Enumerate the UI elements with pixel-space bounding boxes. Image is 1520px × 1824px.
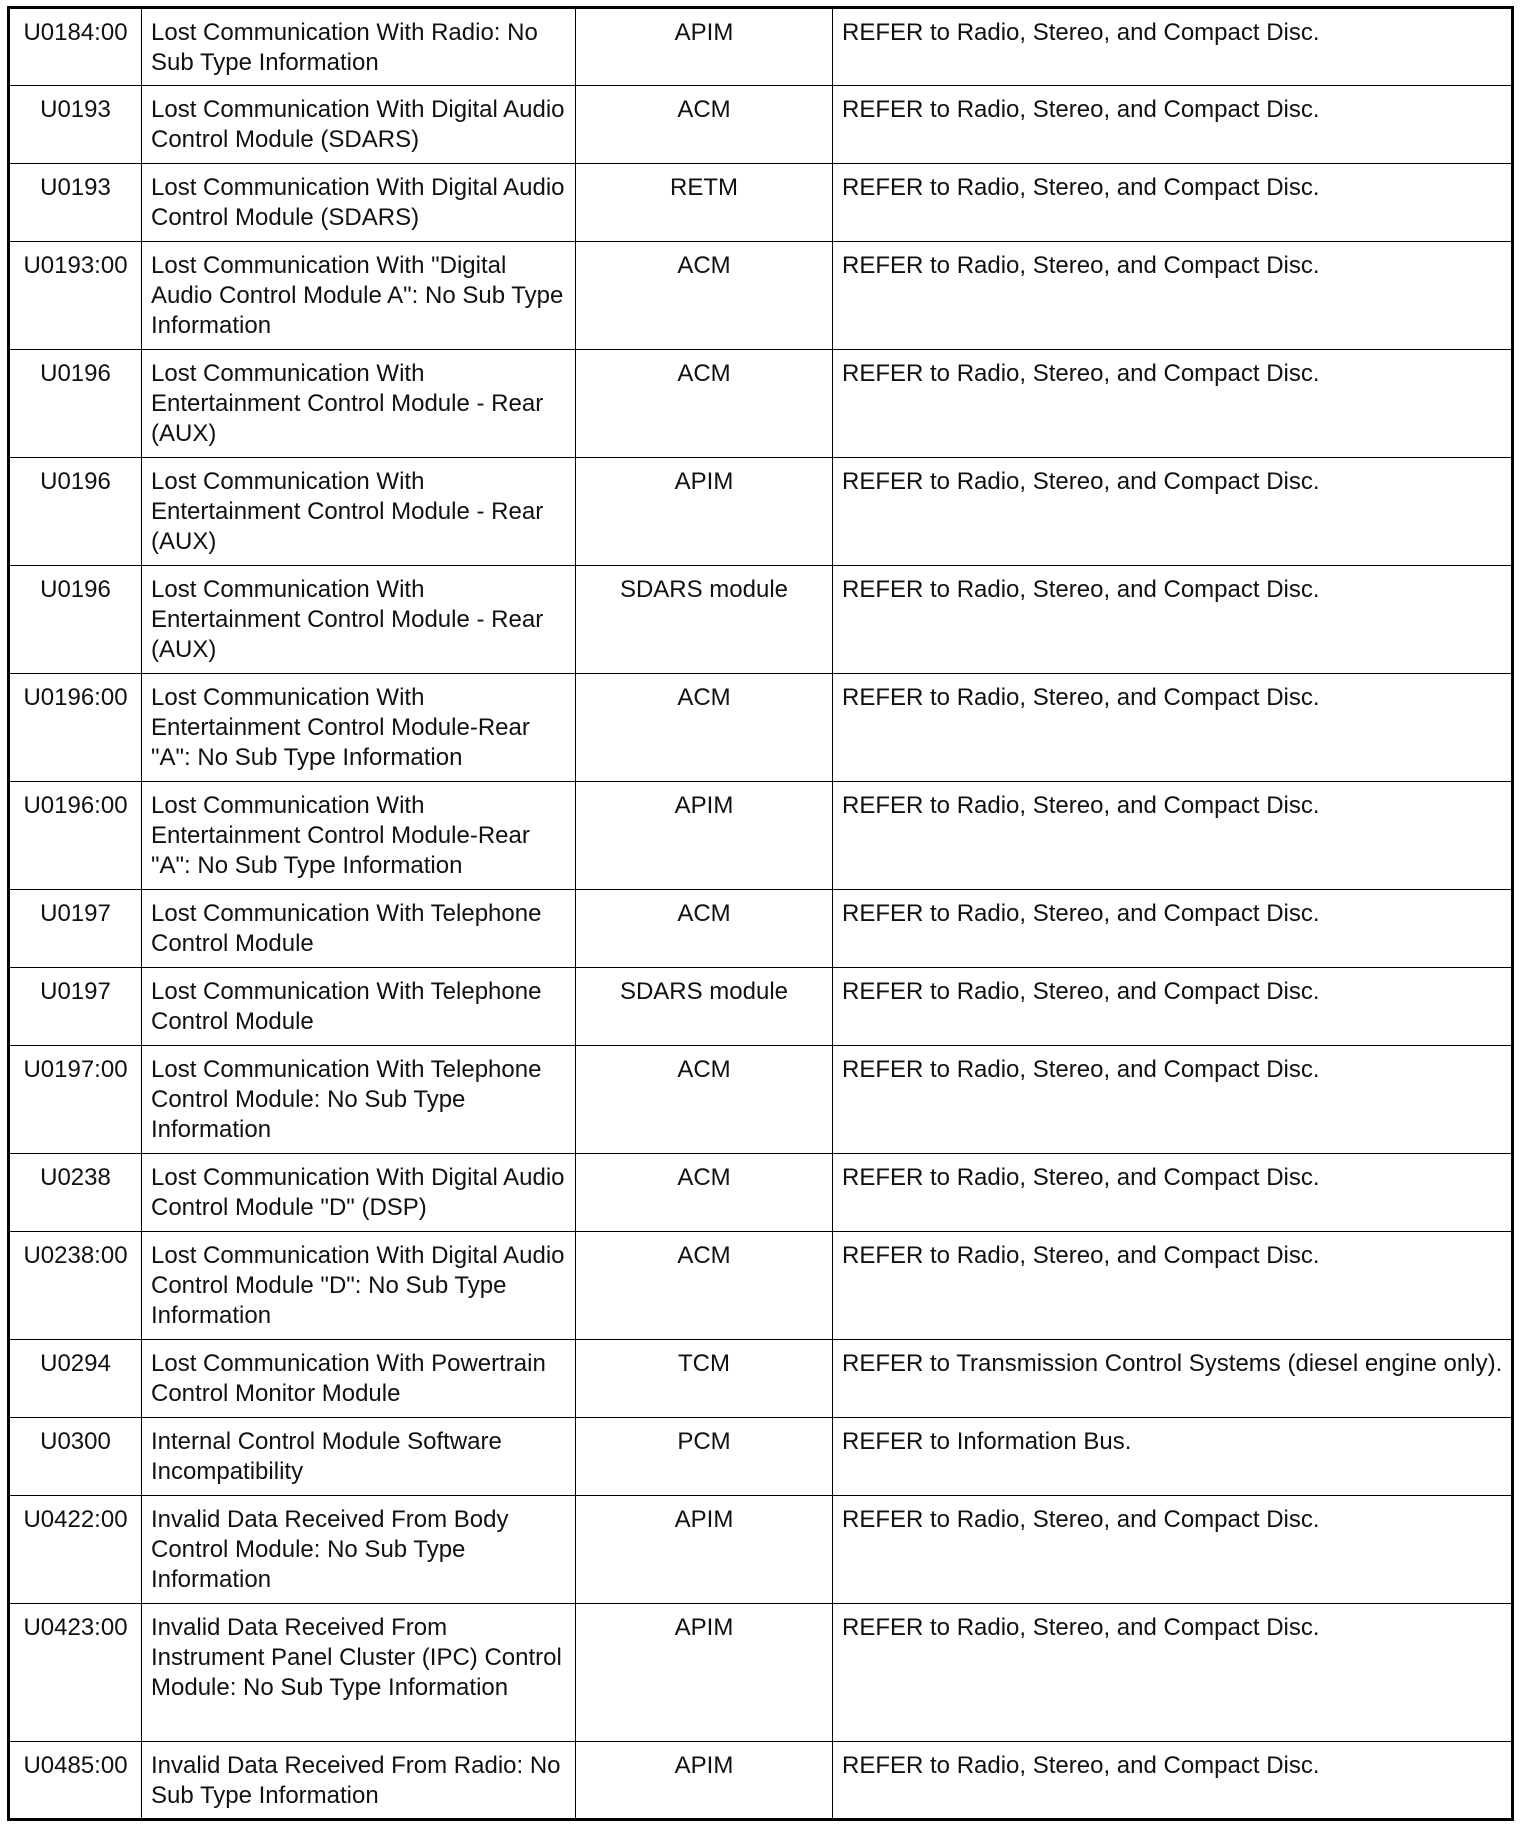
dtc-description: Lost Communication With Entertainment Control Module-Rear "A": No Sub Type Information	[142, 674, 576, 782]
module-name: APIM	[576, 1742, 833, 1820]
module-name: ACM	[576, 674, 833, 782]
dtc-description: Lost Communication With Entertainment Control Module - Rear (AUX)	[142, 350, 576, 458]
dtc-table-body	[9, 8, 1513, 1820]
module-name: APIM	[576, 8, 833, 86]
action-text: REFER to Radio, Stereo, and Compact Disc.	[833, 350, 1513, 458]
dtc-description: Lost Communication With Telephone Control Module	[142, 968, 576, 1046]
table-row	[9, 1604, 1513, 1742]
action-text: REFER to Radio, Stereo, and Compact Disc.	[833, 782, 1513, 890]
dtc-description: Lost Communication With Entertainment Control Module - Rear (AUX)	[142, 566, 576, 674]
dtc-code: U0197	[9, 968, 142, 1046]
dtc-code: U0196:00	[9, 674, 142, 782]
dtc-code: U0184:00	[9, 8, 142, 86]
dtc-code: U0193	[9, 164, 142, 242]
table-row	[9, 164, 1513, 242]
module-name: TCM	[576, 1340, 833, 1418]
dtc-description: Lost Communication With Digital Audio Control Module "D" (DSP)	[142, 1154, 576, 1232]
module-name: ACM	[576, 1154, 833, 1232]
dtc-description: Invalid Data Received From Instrument Panel Cluster (IPC) Control Module: No Sub Type Information	[142, 1604, 576, 1742]
table-row	[9, 674, 1513, 782]
action-text: REFER to Radio, Stereo, and Compact Disc.	[833, 1232, 1513, 1340]
action-text: REFER to Information Bus.	[833, 1418, 1513, 1496]
module-name: ACM	[576, 1046, 833, 1154]
dtc-description: Lost Communication With Entertainment Control Module - Rear (AUX)	[142, 458, 576, 566]
table-row	[9, 890, 1513, 968]
module-name: ACM	[576, 350, 833, 458]
dtc-description: Lost Communication With Digital Audio Control Module (SDARS)	[142, 86, 576, 164]
action-text: REFER to Radio, Stereo, and Compact Disc.	[833, 164, 1513, 242]
dtc-description: Lost Communication With Powertrain Control Monitor Module	[142, 1340, 576, 1418]
table-row	[9, 1496, 1513, 1604]
dtc-code: U0197:00	[9, 1046, 142, 1154]
table-row	[9, 1340, 1513, 1418]
module-name: ACM	[576, 890, 833, 968]
module-name: ACM	[576, 86, 833, 164]
dtc-code: U0294	[9, 1340, 142, 1418]
module-name: PCM	[576, 1418, 833, 1496]
dtc-description: Lost Communication With Radio: No Sub Type Information	[142, 8, 576, 86]
dtc-code: U0300	[9, 1418, 142, 1496]
module-name: APIM	[576, 458, 833, 566]
action-text: REFER to Radio, Stereo, and Compact Disc.	[833, 566, 1513, 674]
table-row	[9, 782, 1513, 890]
dtc-description: Lost Communication With Entertainment Control Module-Rear "A": No Sub Type Information	[142, 782, 576, 890]
module-name: RETM	[576, 164, 833, 242]
module-name: APIM	[576, 1604, 833, 1742]
module-name: ACM	[576, 242, 833, 350]
dtc-code: U0193:00	[9, 242, 142, 350]
action-text: REFER to Radio, Stereo, and Compact Disc.	[833, 1496, 1513, 1604]
table-row	[9, 458, 1513, 566]
module-name: SDARS module	[576, 566, 833, 674]
action-text: REFER to Radio, Stereo, and Compact Disc.	[833, 86, 1513, 164]
action-text: REFER to Radio, Stereo, and Compact Disc.	[833, 242, 1513, 350]
dtc-description: Lost Communication With "Digital Audio Control Module A": No Sub Type Information	[142, 242, 576, 350]
dtc-code: U0238	[9, 1154, 142, 1232]
dtc-table	[7, 6, 1514, 1821]
dtc-code: U0196:00	[9, 782, 142, 890]
module-name: APIM	[576, 782, 833, 890]
action-text: REFER to Radio, Stereo, and Compact Disc.	[833, 1742, 1513, 1820]
dtc-code: U0196	[9, 566, 142, 674]
table-row	[9, 86, 1513, 164]
module-name: ACM	[576, 1232, 833, 1340]
table-row	[9, 242, 1513, 350]
table-row	[9, 1046, 1513, 1154]
table-row	[9, 566, 1513, 674]
table-row	[9, 1154, 1513, 1232]
action-text: REFER to Radio, Stereo, and Compact Disc.	[833, 1604, 1513, 1742]
table-row	[9, 1742, 1513, 1820]
dtc-code: U0238:00	[9, 1232, 142, 1340]
dtc-code: U0197	[9, 890, 142, 968]
dtc-code: U0193	[9, 86, 142, 164]
dtc-table-container	[7, 6, 1514, 1821]
dtc-description: Lost Communication With Digital Audio Control Module "D": No Sub Type Information	[142, 1232, 576, 1340]
action-text: REFER to Radio, Stereo, and Compact Disc.	[833, 674, 1513, 782]
module-name: APIM	[576, 1496, 833, 1604]
action-text: REFER to Radio, Stereo, and Compact Disc.	[833, 890, 1513, 968]
table-row	[9, 1232, 1513, 1340]
dtc-description: Invalid Data Received From Radio: No Sub Type Information	[142, 1742, 576, 1820]
action-text: REFER to Radio, Stereo, and Compact Disc.	[833, 458, 1513, 566]
table-row	[9, 968, 1513, 1046]
dtc-code: U0422:00	[9, 1496, 142, 1604]
dtc-description: Lost Communication With Digital Audio Control Module (SDARS)	[142, 164, 576, 242]
table-row	[9, 1418, 1513, 1496]
action-text: REFER to Radio, Stereo, and Compact Disc.	[833, 968, 1513, 1046]
module-name: SDARS module	[576, 968, 833, 1046]
dtc-code: U0423:00	[9, 1604, 142, 1742]
action-text: REFER to Transmission Control Systems (diesel engine only).	[833, 1340, 1513, 1418]
table-row	[9, 350, 1513, 458]
dtc-description: Invalid Data Received From Body Control Module: No Sub Type Information	[142, 1496, 576, 1604]
dtc-description: Lost Communication With Telephone Control Module: No Sub Type Information	[142, 1046, 576, 1154]
dtc-description: Internal Control Module Software Incompatibility	[142, 1418, 576, 1496]
action-text: REFER to Radio, Stereo, and Compact Disc.	[833, 1046, 1513, 1154]
dtc-code: U0485:00	[9, 1742, 142, 1820]
dtc-code: U0196	[9, 458, 142, 566]
dtc-description: Lost Communication With Telephone Control Module	[142, 890, 576, 968]
action-text: REFER to Radio, Stereo, and Compact Disc.	[833, 1154, 1513, 1232]
action-text: REFER to Radio, Stereo, and Compact Disc.	[833, 8, 1513, 86]
table-row	[9, 8, 1513, 86]
dtc-code: U0196	[9, 350, 142, 458]
